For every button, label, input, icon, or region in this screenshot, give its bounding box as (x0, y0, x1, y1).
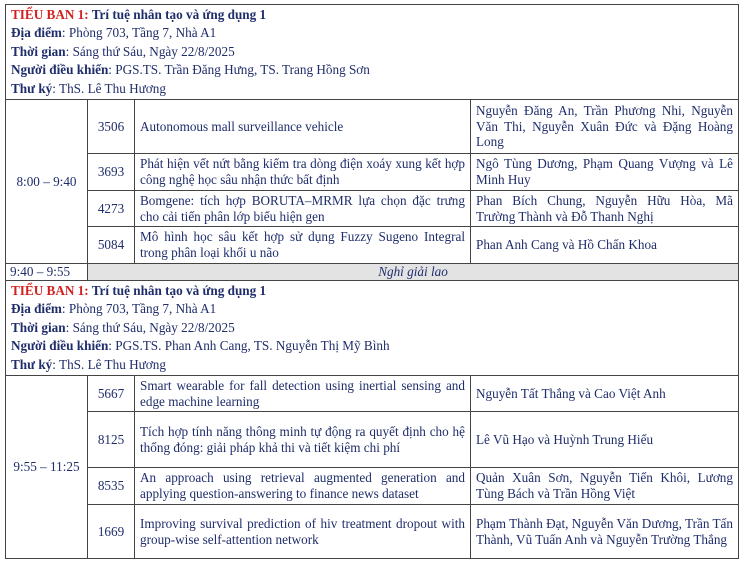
break-label: Nghỉ giải lao (88, 264, 739, 281)
session-number: TIỂU BAN 1 (11, 7, 85, 23)
paper-id: 5667 (88, 376, 135, 412)
session-time: Thời gian: Sáng thứ Sáu, Ngày 22/8/2025 (11, 43, 235, 59)
break-row (6, 264, 739, 281)
paper-id: 3506 (88, 100, 135, 154)
paper-row (6, 505, 739, 559)
session-header-row (6, 281, 739, 376)
paper-row (6, 100, 739, 154)
paper-id: 8535 (88, 468, 135, 505)
session-heading: TIỂU BAN 1: Trí tuệ nhân tạo và ứng dụng 1 (11, 7, 267, 23)
paper-authors: Phạm Thành Đạt, Nguyễn Văn Dương, Trần Tấn Thành, Vũ Tuấn Anh và Nguyễn Trường Thắng (471, 505, 739, 559)
session-time: Thời gian: Sáng thứ Sáu, Ngày 22/8/2025 (11, 319, 235, 335)
paper-row (6, 412, 739, 468)
session-chair: Người điều khiển: PGS.TS. Trần Đăng Hưng, TS. Trang Hồng Sơn (11, 62, 370, 78)
break-time: 9:40 – 9:55 (6, 264, 88, 281)
time-slot: 8:00 – 9:40 (6, 100, 88, 264)
session-secretary: Thư ký: ThS. Lê Thu Hương (11, 80, 166, 96)
paper-authors: Nguyễn Tất Thắng và Cao Việt Anh (471, 376, 739, 412)
paper-title: Autonomous mall surveillance vehicle (135, 100, 471, 154)
paper-title: Smart wearable for fall detection using inertial sensing and edge machine learning (135, 376, 471, 412)
paper-authors: Lê Vũ Hạo và Huỳnh Trung Hiếu (471, 412, 739, 468)
paper-row (6, 154, 739, 191)
paper-authors: Nguyễn Đăng An, Trần Phương Nhi, Nguyễn Văn Thi, Nguyễn Xuân Đức và Đặng Hoàng Long (471, 100, 739, 154)
paper-title: Tích hợp tính năng thông minh tự động ra quyết định cho hệ thống đóng: giải pháp khả thi và tiết kiệm chi phí (135, 412, 471, 468)
schedule-table (5, 4, 739, 559)
paper-title: Improving survival prediction of hiv treatment dropout with group-wise self-attention network (135, 505, 471, 559)
paper-authors: Phan Bích Chung, Nguyễn Hữu Hòa, Mã Trường Thành và Đỗ Thanh Nghị (471, 191, 739, 227)
session-header (6, 5, 739, 100)
time-slot: 9:55 – 11:25 (6, 376, 88, 559)
paper-row (6, 191, 739, 227)
session-number: TIỂU BAN 1 (11, 283, 85, 299)
paper-authors: Ngô Tùng Dương, Phạm Quang Vượng và Lê Minh Huy (471, 154, 739, 191)
session-chair: Người điều khiển: PGS.TS. Phan Anh Cang, TS. Nguyễn Thị Mỹ Bình (11, 338, 390, 354)
session-heading: TIỂU BAN 1: Trí tuệ nhân tạo và ứng dụng 1 (11, 283, 267, 299)
paper-authors: Phan Anh Cang và Hồ Chấn Khoa (471, 227, 739, 264)
paper-id: 8125 (88, 412, 135, 468)
paper-row (6, 376, 739, 412)
paper-id: 3693 (88, 154, 135, 191)
paper-row (6, 227, 739, 264)
session-secretary: Thư ký: ThS. Lê Thu Hương (11, 356, 166, 372)
session-location: Địa điểm: Phòng 703, Tầng 7, Nhà A1 (11, 25, 217, 41)
session-title: Trí tuệ nhân tạo và ứng dụng 1 (91, 7, 267, 23)
session-title: Trí tuệ nhân tạo và ứng dụng 1 (91, 283, 267, 299)
paper-id: 5084 (88, 227, 135, 264)
paper-id: 4273 (88, 191, 135, 227)
paper-title: Bomgene: tích hợp BORUTA–MRMR lựa chọn đặc trưng cho cải tiến phân lớp biểu hiện gen (135, 191, 471, 227)
paper-title: Phát hiện vết nứt bằng kiểm tra dòng điện xoáy xung kết hợp công nghệ học sâu nhận thức bất định (135, 154, 471, 191)
session-header-row (6, 5, 739, 100)
paper-title: An approach using retrieval augmented generation and applying question-answering to finance news dataset (135, 468, 471, 505)
paper-title: Mô hình học sâu kết hợp sử dụng Fuzzy Sugeno Integral trong phân loại khối u não (135, 227, 471, 264)
paper-authors: Quản Xuân Sơn, Nguyễn Tiến Khôi, Lương Tùng Bách và Trần Hồng Việt (471, 468, 739, 505)
session-header (6, 281, 739, 376)
session-location: Địa điểm: Phòng 703, Tầng 7, Nhà A1 (11, 301, 217, 317)
paper-row (6, 468, 739, 505)
paper-id: 1669 (88, 505, 135, 559)
